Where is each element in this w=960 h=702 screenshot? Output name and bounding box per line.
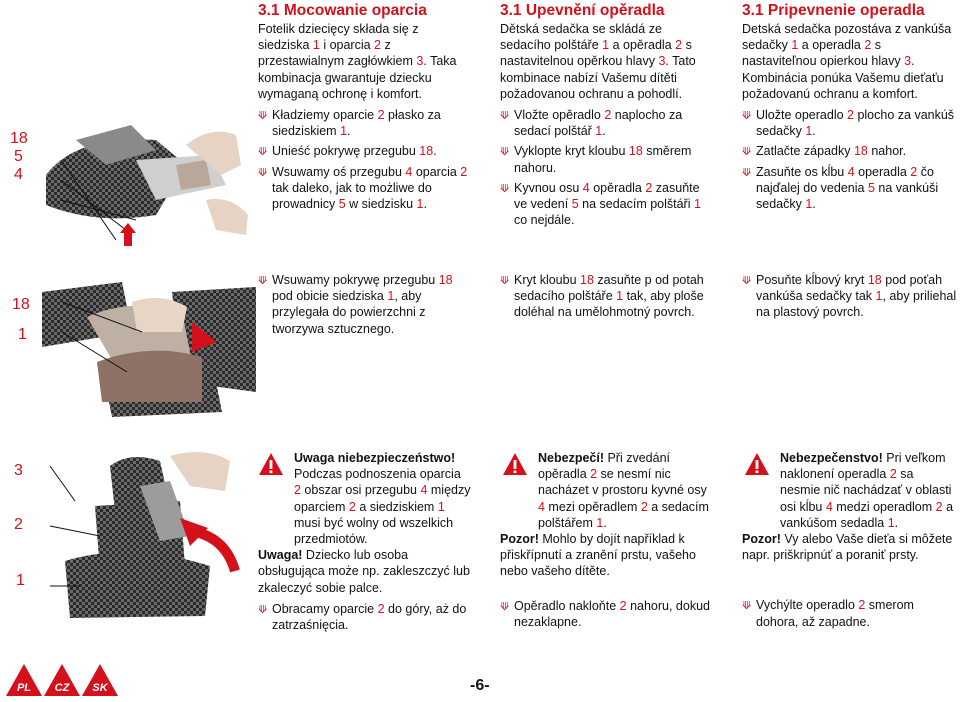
pl-section-2: [258, 272, 483, 337]
pl-step-1: ⟱ Kładziemy oparcie 2 płasko za siedziskiem 1.: [258, 108, 441, 139]
arrow-icon: ⟱: [258, 603, 268, 616]
label-1: 1: [18, 326, 27, 343]
arrow-icon: ⟱: [500, 600, 510, 613]
sk-step-2: ⟱ Zatlačte západky 18 nahor.: [742, 143, 958, 159]
arrow-icon: ⟱: [258, 166, 268, 179]
page-number: -6-: [470, 677, 490, 694]
photo-cover-tuck: [42, 272, 256, 424]
label-18: 18: [12, 296, 30, 313]
language-flags: [4, 662, 120, 698]
arrow-icon: ⟱: [742, 146, 752, 159]
cz-step-2: ⟱ Vyklopte kryt kloubu 18 směrem nahoru.: [500, 144, 692, 175]
sk-note: Pozor! Vy alebo Vaše dieťa si môžete napr. priškripnúť a poraniť prsty.: [742, 532, 953, 563]
label-1: 1: [16, 572, 25, 589]
sk-step-raise: ⟱ Vychýlte operadlo 2 smerom dohora, až zapadne.: [742, 598, 914, 629]
pl-section-1: [258, 2, 483, 212]
photo-backrest-raise: [40, 446, 246, 624]
pl-step-tuck: ⟱ Wsuwamy pokrywę przegubu 18 pod obicie siedziska 1, aby przylegała do powierzchni z tworzywa sztucznego.: [258, 273, 453, 336]
cz-heading-1: 3.1 Upevnění opěradla: [500, 2, 665, 19]
arrow-icon: ⟱: [258, 110, 268, 123]
arrow-icon: ⟱: [258, 275, 268, 287]
arrow-icon: ⟱: [258, 146, 268, 159]
label-3: 3: [14, 462, 23, 479]
pl-heading-1: 3.1 Mocowanie oparcia: [258, 2, 427, 19]
pl-step-raise: ⟱ Obracamy oparcie 2 do góry, aż do zatrzaśnięcia.: [258, 601, 467, 633]
arrow-icon: ⟱: [742, 275, 752, 287]
pl-step-3: ⟱ Wsuwamy oś przegubu 4 oparcia 2 tak daleko, jak to możliwe do prowadnicy 5 w siedzisku 1.: [258, 164, 468, 212]
flag-sk: SK: [92, 682, 108, 694]
pl-intro: Fotelik dziecięcy składa się z siedziska 1 i oparcia 2 z przestawialnym zagłówkiem 3. Taka kombinacja gwarantuje dziecku wymaganą ochronę i komfort.: [258, 22, 457, 101]
cz-section-1: [500, 2, 730, 228]
sk-warning: Nebezpečenstvo! Pri veľkom naklonení operadla 2 sa nesmie nič nachádzať v oblasti osi kĺbu 4 medzi operadlom 2 a vankúšom sedadla 1.: [780, 451, 954, 530]
photo-backrest-flat: [36, 105, 252, 250]
cz-step-1: ⟱ Vložte opěradlo 2 naplocho za sedací polštář 1.: [500, 108, 683, 139]
sk-step-3: ⟱ Zasuňte os kĺbu 4 operadla 2 čo najďalej do vedenia 5 na vankúši sedačky 1.: [742, 164, 939, 212]
sk-heading-1: 3.1 Pripevnenie operadla: [742, 2, 925, 19]
label-5: 5: [14, 148, 23, 165]
sk-step-tuck: ⟱ Posuňte kĺbový kryt 18 pod poťah vankúša sedačky tak 1, aby priliehal na plastový povrch.: [742, 273, 957, 320]
label-18: 18: [10, 130, 28, 147]
arrow-icon: ⟱: [500, 275, 510, 287]
sk-section-1: [742, 2, 958, 212]
pl-note: Uwaga! Dziecko lub osoba obsługująca może np. zakleszczyć lub zkaleczyć sobie palce.: [258, 548, 470, 595]
sk-section-2: [742, 272, 958, 321]
cz-step-raise: ⟱ Opěradlo nakloňte 2 nahoru, dokud nezaklapne.: [500, 598, 710, 629]
cz-step-tuck: ⟱ Kryt kloubu 18 zasuňte p od potah sedacího polštáře 1 tak, aby ploše doléhal na umělohmotný povrch.: [500, 273, 704, 320]
cz-step-3: ⟱ Kyvnou osu 4 opěradla 2 zasuňte ve vedení 5 na sedacím polštáři 1 co nejdále.: [500, 180, 701, 228]
arrow-icon: ⟱: [742, 600, 752, 613]
arrow-icon: ⟱: [500, 182, 510, 195]
cz-note: Pozor! Mohlo by dojít například k přiskřípnutí a zranění prstu, vašeho nebo vašeho dítěte.: [500, 532, 696, 579]
pl-warning: Uwaga niebezpieczeństwo! Podczas podnoszenia oparcia 2 obszar osi przegubu 4 między oparciem 2 a siedziskiem 1 musi być wolny od wszelkich przedmiotów.: [294, 451, 471, 547]
pl-step-2: ⟱ Unieść pokrywę przegubu 18.: [258, 143, 483, 159]
cz-section-2: [500, 272, 730, 321]
cz-section-3: [500, 450, 730, 630]
cz-intro: Dětská sedačka se skládá ze sedacího polštáře 1 a opěradla 2 s nastavitelnou opěrkou hlavy 3. Tato kombinace nabízí Vašemu dítěti požadovanou ochranu a pohodlí.: [500, 22, 696, 101]
sk-intro: Detská sedačka pozostáva z vankúša sedačky 1 a operadla 2 s nastaviteľnou opierkou hlavy 3. Kombinácia ponúka Vašemu dieťaťu požadovanú ochranu a komfort.: [742, 22, 952, 101]
flag-pl: PL: [16, 682, 32, 694]
cz-warning: Nebezpečí! Při zvedání opěradla 2 se nesmí nic nacházet v prostoru kyvné osy 4 mezi opěradlem 2 a sedacím polštářem 1.: [538, 451, 709, 530]
label-4: 4: [14, 166, 23, 183]
arrow-icon: ⟱: [500, 146, 510, 159]
sk-step-1: ⟱ Uložte operadlo 2 plocho za vankúš sedačky 1.: [742, 108, 955, 139]
sk-section-3: [742, 450, 958, 630]
flag-cz: CZ: [54, 682, 70, 694]
arrow-icon: ⟱: [500, 110, 510, 123]
pl-section-3: [258, 450, 483, 633]
arrow-icon: ⟱: [742, 166, 752, 179]
arrow-icon: ⟱: [742, 110, 752, 123]
label-2: 2: [14, 516, 23, 533]
